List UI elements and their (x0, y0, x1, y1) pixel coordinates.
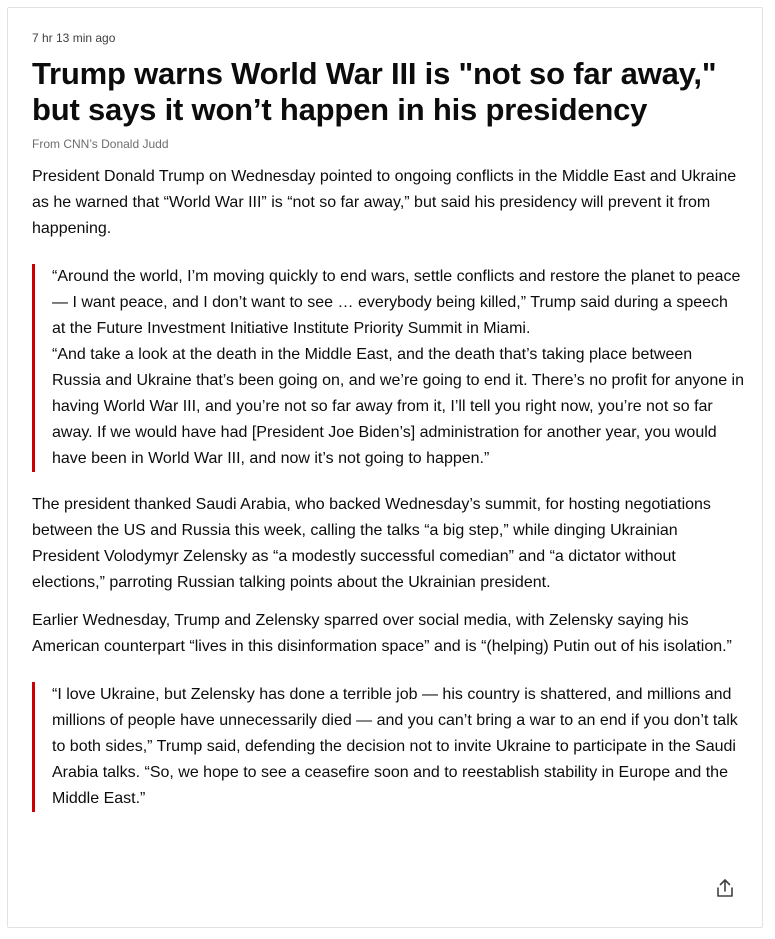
post-timestamp: 7 hr 13 min ago (32, 31, 116, 45)
share-icon (714, 877, 736, 899)
paragraph: Earlier Wednesday, Trump and Zelensky sparred over social media, with Zelensky saying his American counterpart “lives in this disinformation space” and is “(helping) Putin out of his isolation.” (32, 612, 732, 655)
quote-paragraph: “I love Ukraine, but Zelensky has done a terrible job — his country is shattered, and millions and millions of people have unnecessarily died — and you can’t bring a war to an end if you don’t talk to both sides,” Trump said, defending the decision not to invite Ukraine to participate in the Saudi Arabia talks. “So, we hope to see a ceasefire soon and to reestablish stability in Europe and the Middle East.” (52, 686, 738, 807)
block-quote (32, 264, 744, 472)
quote-paragraph: “And take a look at the death in the Middle East, and the death that’s taking place between Russia and Ukraine that’s been going on, and we’re going to end it. There’s no profit for anyone in having World War III, and you’re not so far away from it, I’ll tell you right now, you’re not so far away. If we would have had [President Joe Biden’s] administration for another year, you would have been in World War III, and now it’s not going to happen.” (52, 346, 745, 467)
post-byline: From CNN’s Donald Judd (32, 137, 169, 151)
post-headline: Trump warns World War III is "not so far away," but says it won’t happen in his presidency (32, 56, 717, 127)
block-quote (32, 682, 744, 812)
live-update-card (7, 7, 763, 928)
quote-paragraph: “Around the world, I’m moving quickly to end wars, settle conflicts and restore the planet to peace — I want peace, and I don’t want to see … everybody being killed,” Trump said during a speech at the Future Investment Initiative Institute Priority Summit in Miami. (52, 268, 741, 337)
post-content (32, 30, 744, 832)
paragraph: The president thanked Saudi Arabia, who backed Wednesday’s summit, for hosting negotiations between the US and Russia this week, calling the talks “a big step,” while dinging Ukrainian President Volodymyr Zelensky as “a modestly successful comedian” and “a dictator without elections,” parroting Russian talking points about the Ukrainian president. (32, 496, 711, 591)
share-button[interactable] (714, 877, 736, 899)
paragraph: President Donald Trump on Wednesday pointed to ongoing conflicts in the Middle East and Ukraine as he warned that “World War III” is “not so far away,” but said his presidency will prevent it from happening. (32, 168, 737, 237)
